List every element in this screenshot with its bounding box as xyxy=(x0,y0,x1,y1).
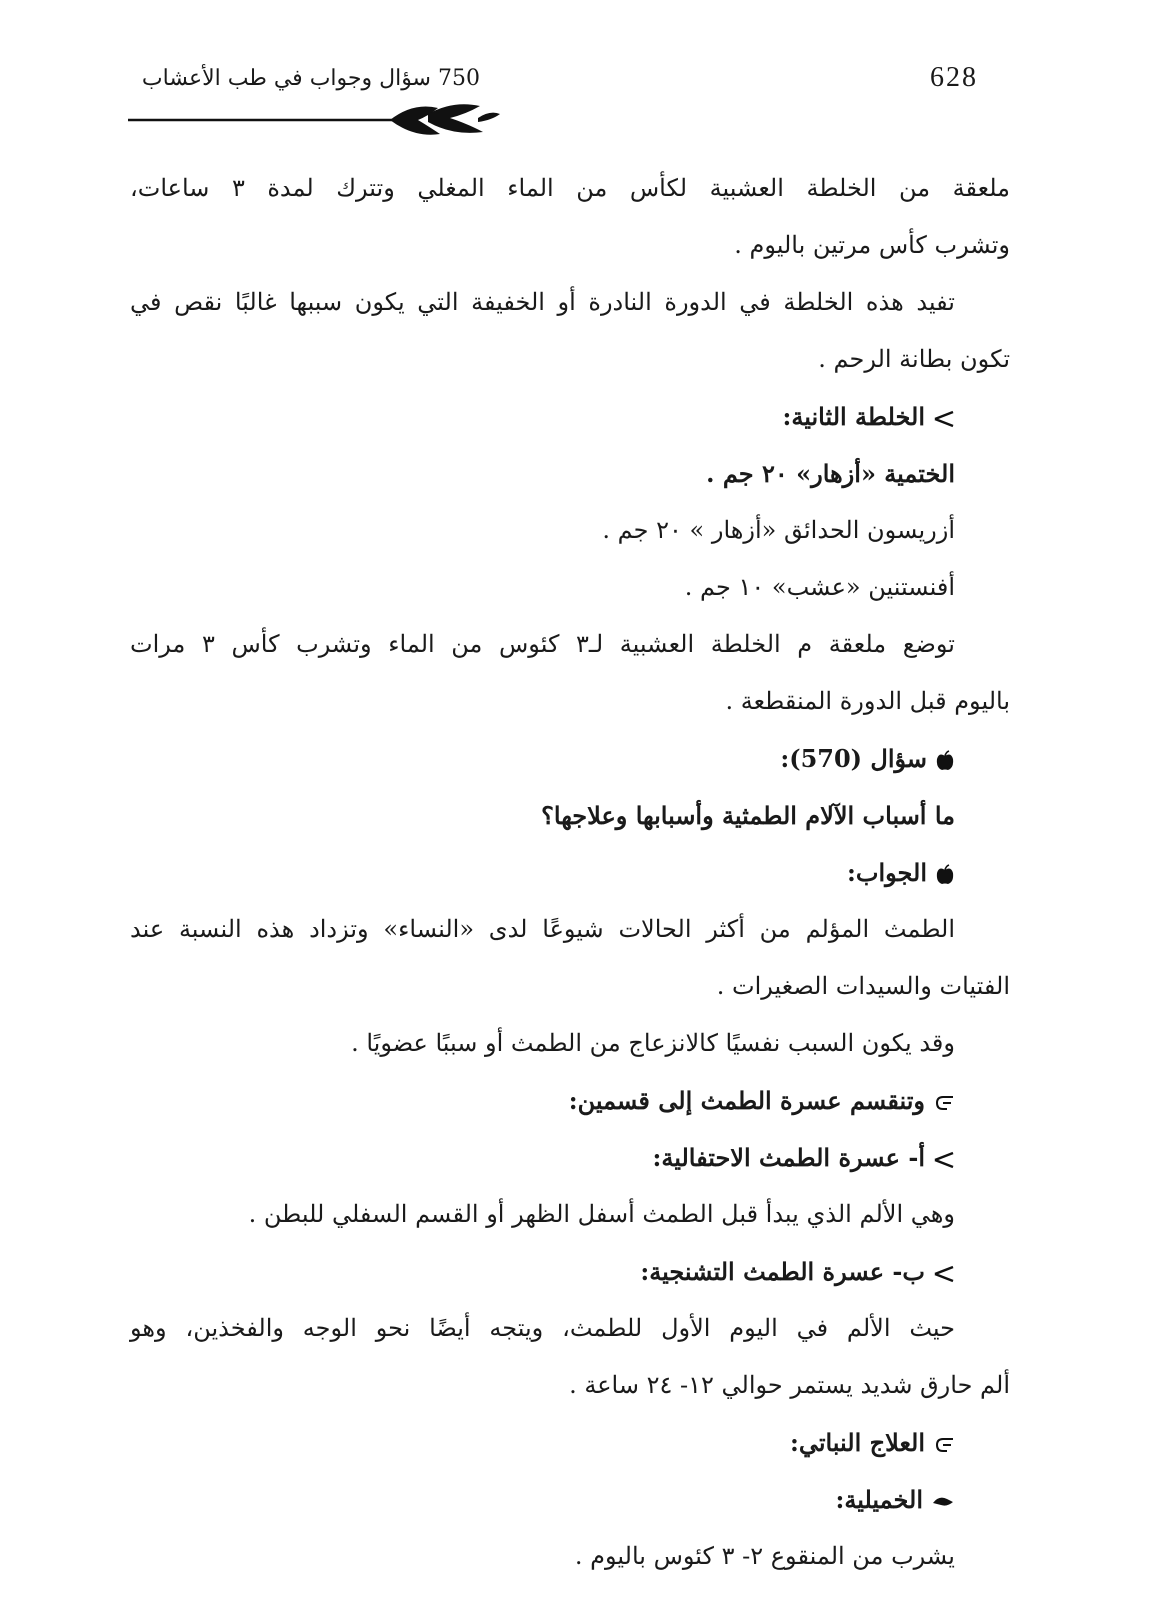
leaf-ornament-icon xyxy=(128,100,508,140)
list-item: أفنستنين «عشب» ١٠ جم . xyxy=(684,573,955,601)
page-header xyxy=(0,60,1152,130)
section-heading xyxy=(130,1072,1010,1129)
paragraph-line: الفتيات والسيدات الصغيرات . xyxy=(716,972,1010,1000)
page-body xyxy=(130,160,1010,1585)
hand-pointer-icon xyxy=(933,1435,955,1455)
heading-text: وتنقسم عسرة الطمث إلى قسمين: xyxy=(568,1086,925,1115)
paragraph-line: وتشرب كأس مرتين باليوم . xyxy=(734,231,1010,259)
heading-text: العلاج النباتي: xyxy=(789,1428,925,1457)
heading-text: الجواب: xyxy=(847,858,927,887)
subsection-heading xyxy=(130,1243,1010,1300)
question-text: ما أسباب الآلام الطمثية وأسبابها وعلاجها؟ xyxy=(541,801,955,830)
heading-text: الخميلية: xyxy=(835,1485,923,1514)
page-number: 628 xyxy=(930,62,978,93)
arrow-icon xyxy=(933,1151,955,1169)
paragraph-line: وقد يكون السبب نفسيًا كالانزعاج من الطمث أو سببًا عضويًا . xyxy=(351,1029,955,1057)
heading-text: ب- عسرة الطمث التشنجية: xyxy=(640,1257,925,1286)
subsection-heading xyxy=(130,1129,1010,1186)
paragraph-line: وهي الألم الذي يبدأ قبل الطمث أسفل الظهر أو القسم السفلي للبطن . xyxy=(248,1200,955,1228)
hand-pointer-icon xyxy=(933,1093,955,1113)
paragraph-line: توضع ملعقة م الخلطة العشبية لـ٣ كئوس من الماء وتشرب كأس ٣ مرات xyxy=(130,630,955,658)
heading-text: الخلطة الثانية: xyxy=(782,402,925,431)
question-heading xyxy=(130,730,1010,787)
arrow-icon xyxy=(933,410,955,428)
paragraph-line: حيث الألم في اليوم الأول للطمث، ويتجه أيضًا نحو الوجه والفخذين، وهو xyxy=(130,1314,955,1342)
leaf-icon xyxy=(931,1493,955,1511)
apple-icon xyxy=(935,750,955,772)
list-item: الختمية «أزهار» ٢٠ جم . xyxy=(706,459,955,488)
herb-heading xyxy=(130,1471,1010,1528)
paragraph-line: الطمث المؤلم من أكثر الحالات شيوعًا لدى «النساء» وتزداد هذه النسبة عند xyxy=(130,915,955,943)
answer-heading xyxy=(130,844,1010,901)
paragraph-line: ألم حارق شديد يستمر حوالي ١٢- ٢٤ ساعة . xyxy=(569,1371,1010,1399)
heading-text: أ- عسرة الطمث الاحتفالية: xyxy=(652,1143,925,1172)
list-item: أزريسون الحدائق «أزهار » ٢٠ جم . xyxy=(602,516,955,544)
running-title: 750 سؤال وجواب في طب الأعشاب xyxy=(141,66,480,91)
apple-icon xyxy=(935,864,955,886)
arrow-icon xyxy=(933,1265,955,1283)
paragraph-line: باليوم قبل الدورة المنقطعة . xyxy=(725,687,1010,715)
paragraph-line: تفيد هذه الخلطة في الدورة النادرة أو الخفيفة التي يكون سببها غالبًا نقص في xyxy=(130,288,955,316)
paragraph-line: تكون بطانة الرحم . xyxy=(818,345,1010,373)
paragraph-line: ملعقة من الخلطة العشبية لكأس من الماء المغلي وتترك لمدة ٣ ساعات، xyxy=(130,174,1011,202)
paragraph-line: يشرب من المنقوع ٢- ٣ كئوس باليوم . xyxy=(574,1542,955,1570)
section-heading xyxy=(130,388,1010,445)
heading-text: سؤال (570): xyxy=(780,744,927,773)
section-heading xyxy=(130,1414,1010,1471)
